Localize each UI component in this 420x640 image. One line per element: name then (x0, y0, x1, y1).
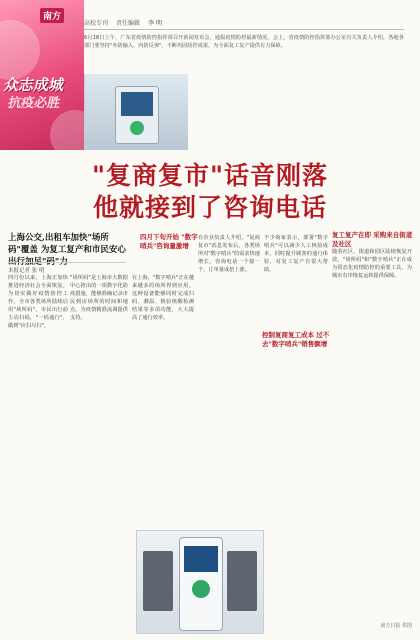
top-photo (84, 74, 188, 150)
editor-label: 责任编辑 (116, 20, 141, 27)
banner-image (0, 0, 84, 150)
editor-name: 李 明 (148, 20, 162, 27)
edition-label: 高校专刊 (84, 20, 109, 27)
device-illustration (115, 86, 159, 144)
banner-title: 众志成城 (2, 76, 66, 94)
kiosk-side-device (143, 551, 173, 611)
headline-line-1: "复商复市"话音刚落 (91, 161, 329, 190)
article-subhead: 上海公交,出租车加快"场所码"覆盖 为复工复产和市民安心出行加足"码"力 (8, 233, 126, 267)
kiosk-photo (136, 530, 264, 634)
headline-line-2: 他就接到了咨询电话 (92, 193, 327, 222)
main-headline (4, 160, 416, 224)
kiosk-side-device (227, 551, 257, 611)
banner-subtitle: 抗疫必胜 (6, 96, 62, 111)
article-column-5: 不少商家表示，部署"数字哨兵"可以减少人工核验成本，同时提升顾客的通行体验，对复工复产有很大帮助。 (264, 235, 328, 273)
banner-decoration (0, 20, 40, 80)
section-title-3: 复工复产在即 采购来自街道及社区 (332, 231, 413, 248)
page-header (84, 16, 404, 30)
section-title-1: 四月下旬开始 "数字哨兵"咨询量激增 (140, 233, 198, 250)
device-indicator (130, 121, 144, 135)
article-column-4: 有企业负责人介绍，"复商复市"消息发布后，各类场所对"数字哨兵"的需求快速增长，咨询电话一个接一个，订单量成倍上涨。 (198, 235, 260, 273)
banner-decoration (50, 110, 84, 150)
photo-caption: 南方日报 供图 (380, 623, 412, 629)
section-title-2: 控制复商复工成本 过不去"数字哨兵"销售额增 (262, 331, 330, 348)
kiosk-screen (184, 546, 218, 572)
device-screen (121, 92, 153, 116)
kiosk-device (179, 537, 223, 631)
article-column-3: 在上海，"数字哨兵"正在越来越多的场所得到应用。这种设备能够同时完成扫码、测温、核验核酸检测结果等多项功能，大大提高了通行效率。 (132, 275, 194, 321)
article-byline: 本报记者 张 明 (8, 262, 126, 274)
kiosk-indicator (192, 580, 210, 598)
article-column-2: "场所码"是上海市大数据中心推出的一项数字化防疫措施，能够准确记录市民到访场所的时间和地点，为疫情精准流调提供支持。 (70, 275, 128, 321)
banner-logo: 南方 (40, 8, 64, 23)
article-column-6: 随着社区、街道和园区陆续恢复开放，"场所码"和"数字哨兵"正在成为常态化疫情防控的重要工具，为城市有序恢复运转提供保障。 (332, 249, 412, 279)
article-column-1: 四月份以来，上海正加快推进经济社会全面恢复。为切实做好疫情防控工作，全市各类场所陆续启用"场所码"。市民出行前主动扫码，"一码通行"，做到"应扫尽扫"。 (8, 275, 68, 329)
intro-paragraph: 6月18日上午，广东省疫情防控指挥部召开新闻发布会，通报疫情防控最新情况。会上，省疫情防控指挥部办公室有关负责人介绍，各地各部门要坚持"外防输入、内防反弹"，不断巩固防控成果，为全面复工复产提供有力保障。 (84, 35, 404, 49)
